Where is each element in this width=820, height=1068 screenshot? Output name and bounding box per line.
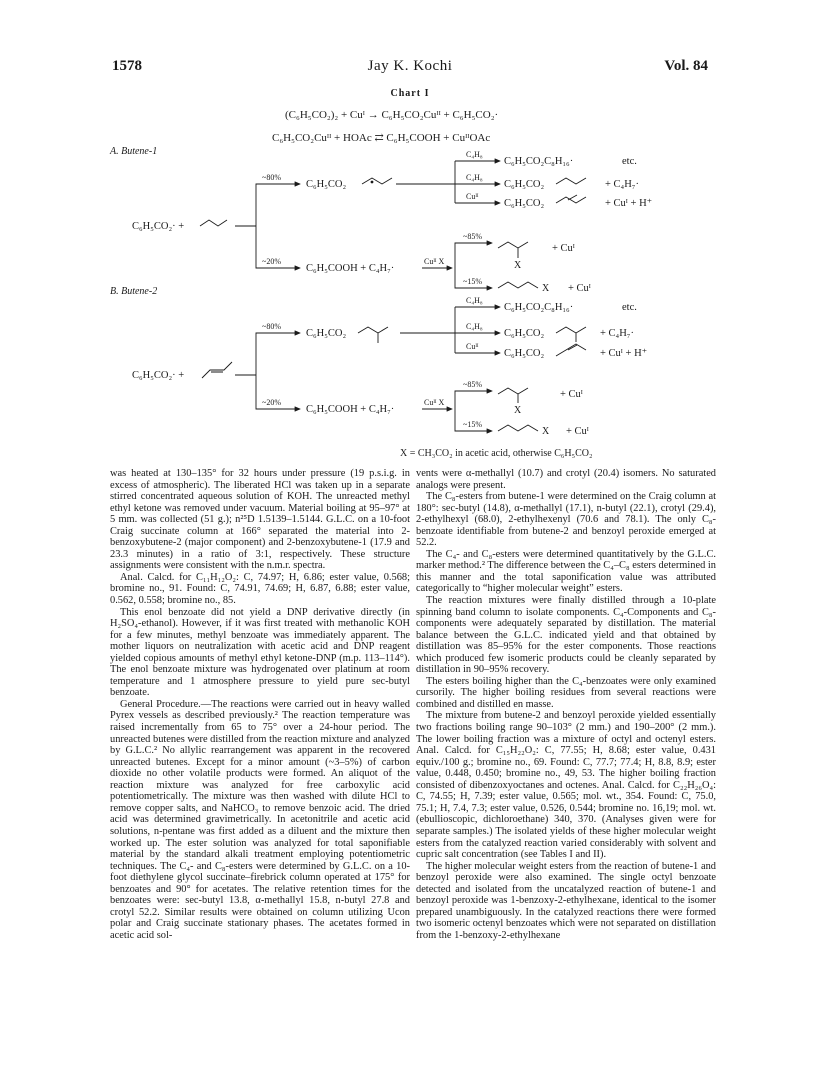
a-benzoate-2: C₆H₅CO₂ bbox=[504, 198, 545, 209]
a-chain-2 bbox=[556, 195, 586, 203]
b-plus-cu-h: + Cuᴵ + H⁺ bbox=[600, 348, 648, 359]
right-para-3: The C₄- and C₈-esters were determined quantitatively by the G.L.C. marker method.² The difference between the C₄–C₈ esters determined in this manner and the total saponification value was attributed categorically to “higher molecular weight” esters. bbox=[416, 548, 716, 595]
a-x-15: X bbox=[542, 283, 550, 294]
left-para-1: was heated at 130–135° for 32 hours under pressure (19 p.s.i.g. in excess of atmospheric). The liberated HCl was taken up in a separate stirred concentrated aqueous solution of KOH. The unreacted methyl ethyl ketone was removed under vacuum. Material boiling at 95–97° at 5 mm. was collected (51 g.); n²⁵D 1.5139–1.5144. G.L.C. on a 10-foot Craig succinate column at 166° separated the material into 2-benzoxybutene-2 (major component) and 2-benzoxybutene-1 (17.9 and 23.3 minutes) in a ratio of 3:1, respectively. These structure assignments were consistent with the n.m.r. spectra. bbox=[110, 468, 410, 572]
right-para-1: vents were α-methallyl (10.7) and crotyl (20.4) isomers. No saturated analogs were present. bbox=[416, 468, 716, 491]
a-plus-cu-h: + Cuᴵ + H⁺ bbox=[605, 198, 653, 209]
a-product-15 bbox=[498, 282, 538, 288]
a-dimer: C₆H₅CO₂C₈H₁₆· bbox=[504, 156, 574, 167]
b-chain-1 bbox=[556, 327, 586, 342]
b-benzoate-1: C₆H₅CO₂ bbox=[504, 328, 545, 339]
a-etc: etc. bbox=[622, 156, 637, 167]
scheme-drawing bbox=[100, 88, 720, 458]
right-column bbox=[416, 468, 716, 941]
right-para-4: The reaction mixtures were finally distilled through a 10-plate spinning band column to isolate components. C₄-Components and C₈-components were adequately separated by distillation. The material balance between the G.L.C. indicated yield and that obtained by distillation was 85–95% for the ester components. Those reactions which produced few isomeric products could be cleanly separated by distillation in 90–95% recovery. bbox=[416, 595, 716, 676]
section-a-label: A. Butene-1 bbox=[110, 146, 158, 157]
b-plus-cu-15: + Cuᴵ bbox=[566, 426, 589, 437]
b-cu2x: Cuᴵᴵ X bbox=[424, 398, 445, 407]
b-radical-chain bbox=[358, 327, 388, 343]
b-product-15 bbox=[498, 425, 538, 431]
b-product-85 bbox=[498, 388, 528, 403]
b-chain-2 bbox=[556, 344, 586, 356]
a-radical: C₆H₅CO₂ bbox=[306, 179, 347, 190]
butene-2-structure bbox=[202, 362, 232, 378]
a-cu2: Cuᴵᴵ bbox=[466, 192, 479, 201]
b-benzoate-2: C₆H₅CO₂ bbox=[504, 348, 545, 359]
b-c4h8-1: C₄H₈ bbox=[466, 296, 483, 305]
a-pct-85: ~85% bbox=[463, 232, 482, 241]
a-radical-dot bbox=[371, 181, 374, 184]
b-x-15: X bbox=[542, 426, 550, 437]
a-benzoate-1: C₆H₅CO₂ bbox=[504, 179, 545, 190]
a-pct-15: ~15% bbox=[463, 277, 482, 286]
left-para-2: Anal. Calcd. for C₁₁H₁₂O₂: C, 74.97; H, 6.86; ester value, 0.568; bromine no., 91. Found: C, 74.91, 74.69; H, 6.87, 6.88; ester value, 0.562, 0.558; bromine no., 85. bbox=[110, 571, 410, 607]
b-plus-c4h7: + C₄H₇· bbox=[600, 328, 634, 339]
a-product-85 bbox=[498, 242, 528, 258]
right-para-7: The higher molecular weight esters from the reaction of butene-1 and benzoyl peroxide were also examined. The single octyl benzoate detected and isolated from the uncatalyzed reaction of butene-1 and benzoyl peroxide was 1-benzoxy-2-ethylhexane, identical to the isomer prepared unambiguously. In the catalyzed reactions there were formed two isomeric octenyl benzoates which were not separated on distillation from the 1-benzoxy-2-ethylhexane bbox=[416, 860, 716, 941]
a-c4h8-1: C₄H₈ bbox=[466, 150, 483, 159]
a-c4h8-2: C₄H₈ bbox=[466, 173, 483, 182]
left-para-4: General Procedure.—The reactions were carried out in heavy walled Pyrex vessels as described previously.² The reaction temperature was raised incrementally from 65 to 75° over a 24-hour period. The unreacted butenes were distilled from the reaction mixture and analyzed by G.L.C.² No allylic rearrangement was apparent in the recovered unreacted butenes. Except for a minor amount (~3–5%) of carbon dioxide no other volatile products were formed. An aliquot of the reaction mixture was analyzed for free carboxylic acid potentiometrically. The mixture was then washed with dilute HCl to remove copper salts, and NaHCO₃ to remove benzoic acid. The dried acid was determined gravimetrically. In acetonitrile and acetic acid solutions, n-pentane was first added as a diluent and the mixture then worked up. The ester solution was analyzed for total saponifiable material by the standard alkali treatment employing potentiometric techniques. The C₄- and C₈-esters were determined by G.L.C. on a 10-foot diethylene glycol succinate–firebrick column operated at 175° for benzoates and 90° for acetates. The relative retention times for the benzoates were: sec-butyl 13.8, α-methallyl 15.8, n-butyl 27.8 and crotyl 52.2. Similar results were obtained on column utilizing Ucon polar and Craig succinate stationary phases. The acetates formed in acetic acid sol- bbox=[110, 698, 410, 941]
b-upper-bracket bbox=[455, 307, 462, 353]
scheme-footnote: X = CH₃CO₂ in acetic acid, otherwise C₆H₅CO₂ bbox=[400, 448, 593, 458]
section-b-start: C₆H₅CO₂· + bbox=[132, 370, 185, 381]
a-plus-cu-85: + Cuᴵ bbox=[552, 243, 575, 254]
a-plus-c4h7: + C₄H₇· bbox=[605, 179, 639, 190]
chart-title: Chart I bbox=[390, 88, 430, 99]
b-pct-15: ~15% bbox=[463, 420, 482, 429]
b-etc: etc. bbox=[622, 302, 637, 313]
b-pct-20: ~20% bbox=[262, 398, 281, 407]
b-acid: C₆H₅COOH + C₄H₇· bbox=[306, 404, 395, 415]
butene-1-structure bbox=[200, 220, 227, 226]
b-pct-85: ~85% bbox=[463, 380, 482, 389]
a-pct-80: ~80% bbox=[262, 173, 281, 182]
a-x-85: X bbox=[514, 260, 522, 271]
a-pct-20: ~20% bbox=[262, 257, 281, 266]
b-c4h8-2: C₄H₈ bbox=[466, 322, 483, 331]
page-header bbox=[112, 58, 708, 78]
a-radical-chain bbox=[362, 178, 392, 184]
a-branch-lines bbox=[256, 184, 275, 268]
a-acid: C₆H₅COOH + C₄H₇· bbox=[306, 263, 395, 274]
page-number: 1578 bbox=[112, 58, 142, 74]
b-x-85: X bbox=[514, 405, 522, 416]
b-plus-cu-85: + Cuᴵ bbox=[560, 389, 583, 400]
a-plus-cu-15: + Cuᴵ bbox=[568, 283, 591, 294]
b-radical: C₆H₅CO₂ bbox=[306, 328, 347, 339]
a-upper-bracket bbox=[455, 161, 462, 203]
left-column bbox=[110, 468, 410, 941]
b-dimer: C₆H₅CO₂C₈H₁₆· bbox=[504, 302, 574, 313]
right-para-2: The C₈-esters from butene-1 were determined on the Craig column at 180°: sec-butyl (14.8), α-methallyl (17.1), n-butyl (22.1), crotyl (29.4), 2-ethylhexyl (68.0), 2-ethylhexenyl (70.6 and 78.1). The only C₈-benzoate identifiable from butene-2 and benzoyl peroxide emerged at 52.2. bbox=[416, 491, 716, 549]
running-author: Jay K. Kochi bbox=[367, 58, 453, 74]
section-a-start: C₆H₅CO₂· + bbox=[132, 221, 185, 232]
a-chain-1 bbox=[556, 178, 586, 184]
right-para-5: The esters boiling higher than the C₄-benzoates were only examined cursorily. The higher boiling residues from several reactions were combined and distilled en masse. bbox=[416, 675, 716, 710]
b-pct-80: ~80% bbox=[262, 322, 281, 331]
section-b-label: B. Butene-2 bbox=[110, 286, 158, 297]
b-cu2: Cuᴵᴵ bbox=[466, 342, 479, 351]
equation-2: C₆H₅CO₂Cuᴵᴵ + HOAc ⇄ C₆H₅COOH + CuᴵᴵOAc bbox=[272, 132, 491, 144]
volume-number: Vol. 84 bbox=[664, 58, 708, 74]
a-cu2x: Cuᴵᴵ X bbox=[424, 257, 445, 266]
right-para-6: The mixture from butene-2 and benzoyl peroxide yielded essentially two fractions boiling range 90–103° (2 mm.) and 190–200° (2 mm.). The lower boiling fraction was a mixture of octyl and octenyl esters. Anal. Calcd. for C₁₅H₂₂O₂: C, 77.55; H, 8.68; ester value, 0.431 equiv./100 g.; bromine no., 69. Found: C, 77.7; 77.4; H, 8.8, 8.9; ester value, 0.448, 0.450; bromine no., 49, 53. The higher boiling fraction consisted of dibenzoxyoctanes and octenes. Anal. Calcd. for C₂₂H₂₆O₄: C, 74.55; H, 7.39; ester value, 0.565; mol. wt., 354. Found: C, 75.0, 75.1; H, 7.4, 7.3; ester value, 0.526, 0.544; bromine no. 16,19; mol. wt. (ebullioscopic, dichloroethane) 340, 370. (Analyses given were for separate samples.) The isolated yields of these higher molecular weight esters from the catalyzed reaction varied considerably with solvent and cupric salt concentration (see Tables I and II). bbox=[416, 710, 716, 861]
reaction-scheme bbox=[100, 88, 720, 458]
left-para-3: This enol benzoate did not yield a DNP derivative directly (in H₂SO₄-ethanol). However, if it was first treated with methanolic KOH for a few minutes, methyl benzoate was immediately apparent. The mother liquors on neutralization with acetic acid and DNP reagent yielded copious amounts of methyl ethyl ketone-DNP (m.p. 113–114°). The enol benzoate mixture was hydrogenated over platinum at room temperature and 1 atmosphere pressure to yield pure sec-butyl benzoate. bbox=[110, 606, 410, 699]
equation-1: (C₆H₅CO₂)₂ + Cuᴵ → C₆H₅CO₂Cuᴵᴵ + C₆H₅CO₂· bbox=[285, 109, 499, 121]
